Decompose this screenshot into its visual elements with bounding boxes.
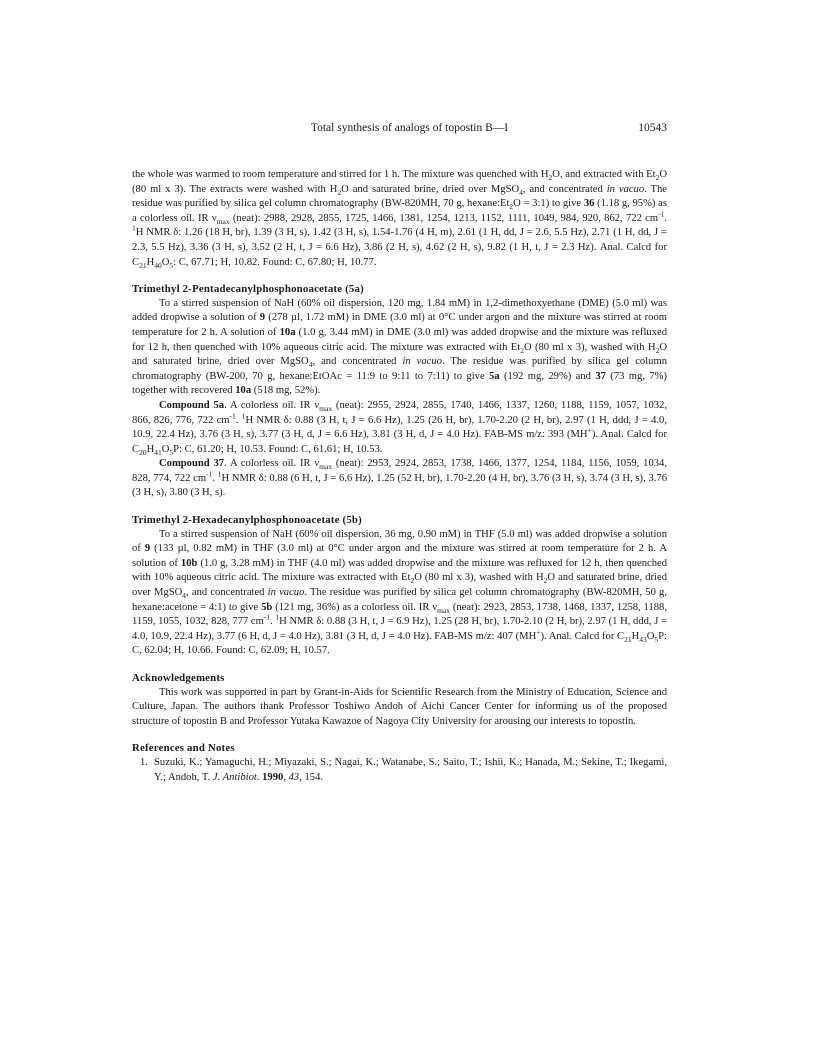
compound-37-data: Compound 37. A colorless oil. IR $\nu_{max}$ (neat): 2953, 2924, 2853, 1738, 1466, 1377, 1254, 1184, 1156, 1059, 1034, 828, 774, 722 $cm^{-1}$. $^1$H NMR δ: 0.88 (6 H, t, J = 6.6 Hz), 1.25 (52 H, br), 1.70-2.20 (4 H, br), 3.76 (3 H, s), 3.74 (3 H, s), 3.76 (3 H, s), 3.80 (3 H, s). [132,458,668,499]
section-heading-5a: Trimethyl 2-Pentadecanylphosphonoacetate (5a) [132,283,364,296]
reference-number: 1. [140,756,148,768]
running-title: Total synthesis of analogs of topostin B—I [310,122,509,134]
references-heading: References and Notes [132,742,235,755]
acknowledgements-heading: Acknowledgements [132,672,225,684]
reference-item: 1. Suzuki, K.; Yamaguchi, H.; Miyazaki, S.; Nagai, K.; Watanabe, S.; Saito, T.; Ishii, K.; Hanada, M.; Sekine, T.; Ikegami, Y.; Andoh, T. J. Antibiot. 1990, 43, 154. [140,756,667,783]
procedure-5b: To a stirred suspension of NaH (60% oil dispersion, 36 mg, 0.90 mM) in THF (5.0 ml) was added dropwise a solution of 9 (133 µl, 0.82 mM) in THF (3.0 ml) at 0°C under argon and the mixture was stirred at room temperature for 2 h. A solution of 10b (1.0 g, 3.28 mM) in THF (4.0 ml) was added dropwise and the mixture was refluxed for 12 h, then quenched with 10% aqueous citric acid. The mixture was extracted with $Et_2O$ (80 ml x 3), washed with $H_2O$ and saturated brine, dried over MgSO$_4$, and concentrated in vacuo. The residue was purified by silica gel column chromatography (BW-820MH, 50 g, hexane:acetone = 4:1) to give 5b (121 mg, 36%) as a colorless oil. IR $\nu_{max}$ (neat): 2923, 2853, 1738, 1468, 1337, 1258, 1188, 1159, 1055, 1032, 828, 777 $cm^{-1}$. $^1$H NMR δ: 0.88 (3 H, t, J = 6.9 Hz), 1.25 (28 H, br), 1.70-2.10 (2 H, br), 2.97 (1 H, ddd, J = 4.0, 10.9, 22.4 Hz), 3.77 (6 H, d, J = 4.0 Hz), 3.81 (3 H, d, J = 4.0 Hz). FAB-MS m/z: 407 (MH+). Anal. Calcd for $C_{21}H_{43}O_5P$: C, 62.04; H, 10.66. Found: C, 62.09; H, 10.57. [132,528,668,657]
article-body [132,168,667,785]
acknowledgements-text: This work was supported in part by Grant-in-Aids for Scientific Research from the Ministry of Education, Science and Culture, Japan. The authors thank Professor Toshiwo Andoh of Aichi Cancer Center for informing us of the proposed structure of topostin B and Professor Yutaka Kawazoe of Nagoya City University for arousing our interests to topostin. [132,686,667,727]
procedure-5a: To a stirred suspension of NaH (60% oil dispersion, 120 mg, 1.84 mM) in 1,2-dimethoxyethane (DME) (5.0 ml) was added dropwise a solution of 9 (278 µl, 1.72 mM) in DME (3.0 ml) at 0°C under argon and the mixture was stirred at room temperature for 2 h. A solution of 10a (1.0 g, 3.44 mM) in DME (3.0 ml) was added dropwise and the mixture was refluxed for 12 h, then quenched with 10% aqueous citric acid. The mixture was extracted with $Et_2O$ (80 ml x 3), washed with $H_2O$ and saturated brine, dried over MgSO$_4$, and concentrated in vacuo. The residue was purified by silica gel column chromatography (BW-200, 70 g, hexane:EtOAc = 11:9 to 9:11 to 7:11) to give 5a (192 mg, 29%) and 37 (73 mg, 7%) together with recovered 10a (518 mg, 52%). [132,297,668,397]
page [132,122,667,785]
section-heading-5b: Trimethyl 2-Hexadecanylphosphonoacetate (5b) [132,514,362,527]
page-number: 10543 [638,122,667,134]
intro-paragraph: the whole was warmed to room temperature and stirred for 1 h. The mixture was quenched with $H_2O$, and extracted with $Et_2O$ (80 ml x 3). The extracts were washed with $H_2O$ and saturated brine, dried over MgSO$_4$, and concentrated in vacuo. The residue was purified by silica gel column chromatography (BW-820MH, 70 g, $hexane:Et_2O$ = 3:1) to give 36 (1.18 g, 95%) as a colorless oil. IR $\nu_{max}$ (neat): 2988, 2928, 2855, 1725, 1466, 1381, 1254, 1213, 1152, 1111, 1049, 984, 920, 862, 722 $cm^{-1}$. $^1$H NMR δ: 1.26 (18 H, br), 1.39 (3 H, s), 1.42 (3 H, s), 1.54-1.76 (4 H, m), 2.61 (1 H, dd, J = 2.6, 5.5 Hz), 2.71 (1 H, dd, J = 2.3, 5.5 Hz), 3.36 (3 H, s), 3.52 (2 H, t, J = 6.6 Hz), 3.86 (2 H, s), 4.62 (2 H, s), 9.82 (1 H, t, J = 2.3 Hz). Anal. Calcd for $C_{21}H_{40}O_5$: C, 67.71; H, 10.82. Found: C, 67.80; H, 10.77. [132,169,668,270]
running-head [132,122,667,140]
compound-5a-data: Compound 5a. A colorless oil. IR $\nu_{max}$ (neat): 2955, 2924, 2855, 1740, 1466, 1337, 1260, 1188, 1159, 1057, 1032, 866, 826, 776, 722 $cm^{-1}$. $^1$H NMR δ: 0.88 (3 H, t, J = 6.6 Hz), 1.25 (26 H, br), 1.70-2.20 (2 H, br), 2.97 (1 H, ddd, J = 4.0, 10.9, 22.4 Hz), 3.76 (3 H, s), 3.77 (3 H, d, J = 6.6 Hz), 3.81 (3 H, d, J = 4.0 Hz). FAB-MS m/z: 393 (MH+). Anal. Calcd for $C_{20}H_{41}O_5P$: C, 61.20; H, 10.53. Found: C, 61.61; H, 10.53. [132,399,668,457]
